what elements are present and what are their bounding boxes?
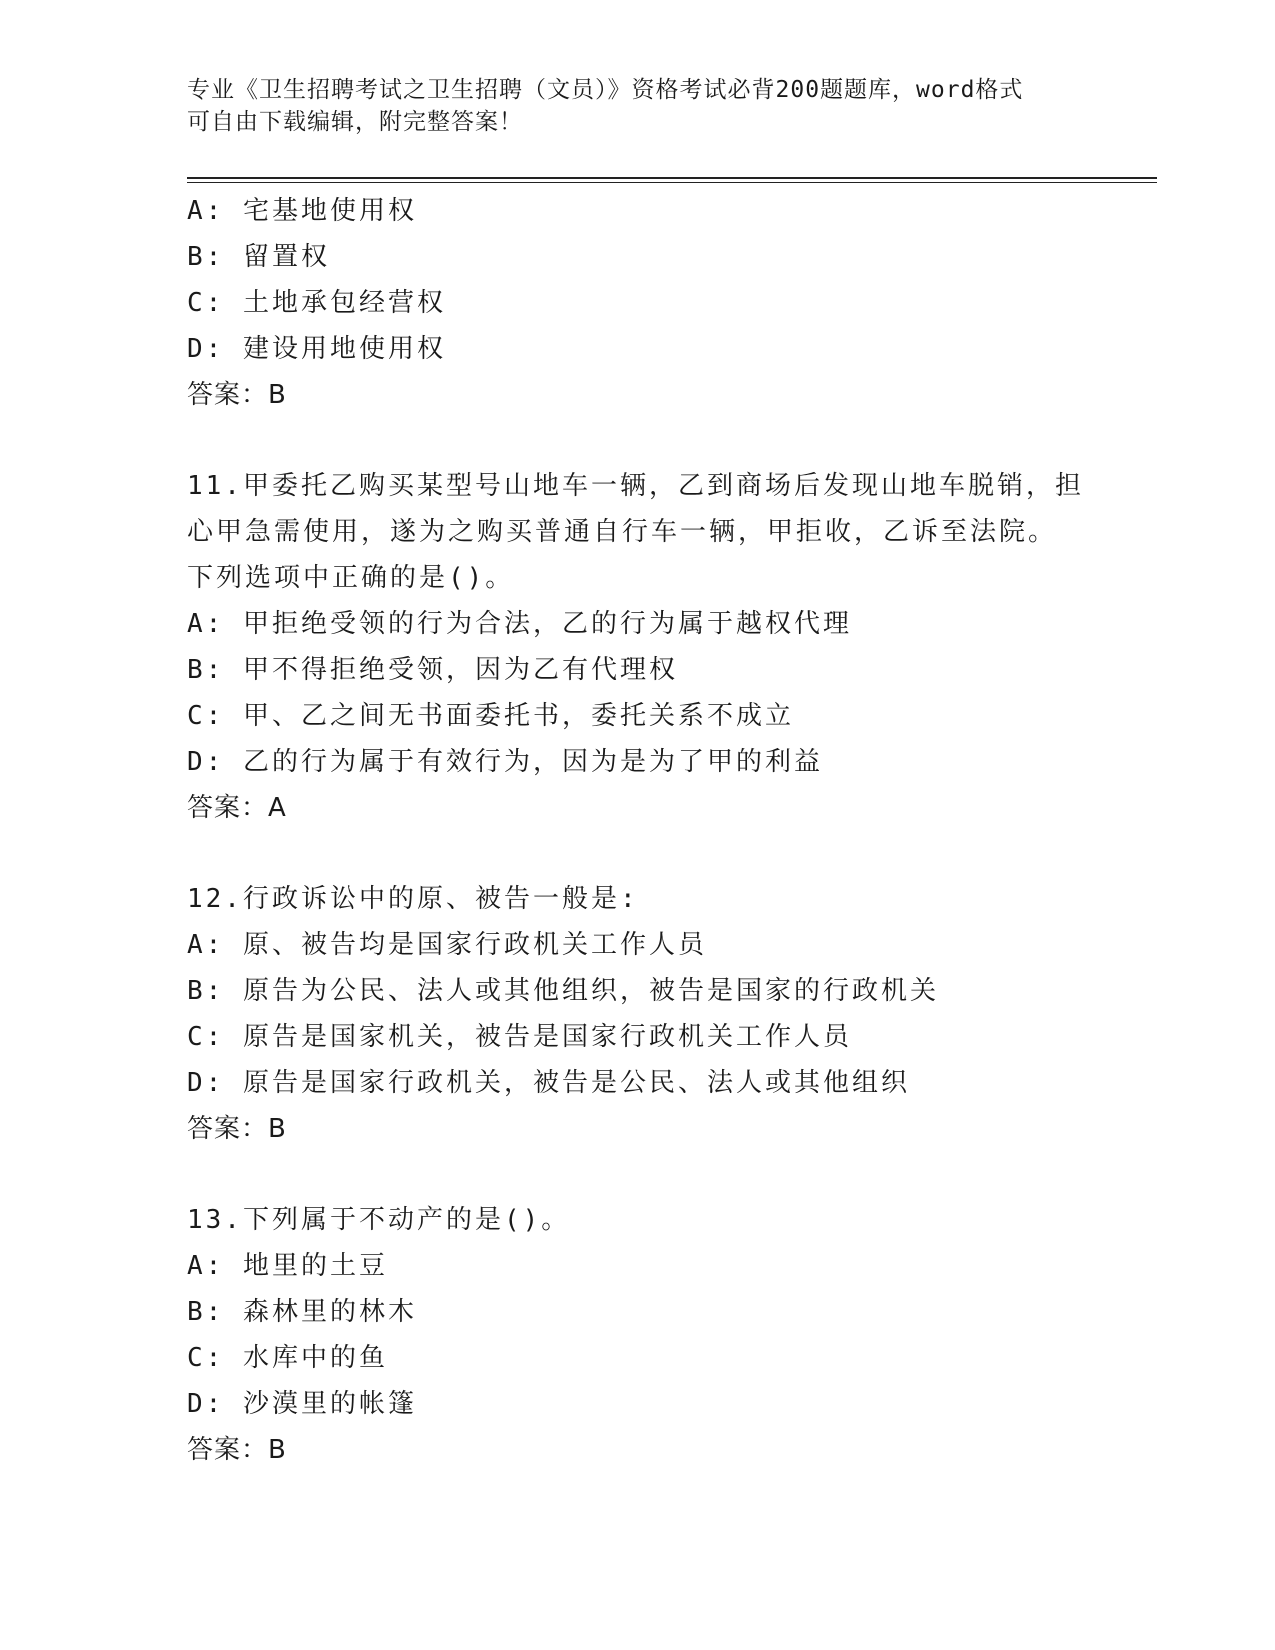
q12-answer: 答案：B [187, 1114, 287, 1144]
q12-option-c: C: 原告是国家机关，被告是国家行政机关工作人员 [187, 1022, 852, 1052]
q11-question-line-2: 心甲急需使用，遂为之购买普通自行车一辆，甲拒收，乙诉至法院。 [187, 517, 1058, 547]
q12-option-b: B: 原告为公民、法人或其他组织，被告是国家的行政机关 [187, 976, 939, 1006]
header-line-2: 可自由下载编辑，附完整答案！ [187, 109, 523, 135]
question-11-block [187, 463, 1147, 831]
q11-option-b: B: 甲不得拒绝受领，因为乙有代理权 [187, 655, 678, 685]
spacer [187, 831, 1147, 876]
q12-question-line-1: 12.行政诉讼中的原、被告一般是: [187, 884, 639, 914]
q13-option-c: C: 水库中的鱼 [187, 1343, 388, 1373]
question-12-block [187, 876, 1147, 1152]
q11-option-c: C: 甲、乙之间无书面委托书，委托关系不成立 [187, 701, 794, 731]
q13-answer: 答案：B [187, 1435, 287, 1465]
q10-option-a: A: 宅基地使用权 [187, 196, 417, 226]
q10-answer: 答案：B [187, 380, 287, 410]
header-divider-thick [187, 177, 1157, 179]
spacer [187, 1152, 1147, 1197]
header-divider-thin [187, 182, 1157, 183]
q11-question-line-1: 11.甲委托乙购买某型号山地车一辆，乙到商场后发现山地车脱销，担 [187, 471, 1084, 501]
q11-answer: 答案：A [187, 793, 287, 823]
document-header [187, 74, 1087, 138]
q13-option-d: D: 沙漠里的帐篷 [187, 1389, 417, 1419]
q11-option-a: A: 甲拒绝受领的行为合法，乙的行为属于越权代理 [187, 609, 852, 639]
q12-option-a: A: 原、被告均是国家行政机关工作人员 [187, 930, 707, 960]
question-10-block [187, 188, 1147, 418]
document-body [187, 188, 1147, 1473]
q11-question-line-3: 下列选项中正确的是()。 [187, 563, 515, 593]
q13-option-a: A: 地里的土豆 [187, 1251, 388, 1281]
question-13-block [187, 1197, 1147, 1473]
q13-option-b: B: 森林里的林木 [187, 1297, 417, 1327]
spacer [187, 418, 1147, 463]
q10-option-b: B: 留置权 [187, 242, 330, 272]
q11-option-d: D: 乙的行为属于有效行为，因为是为了甲的利益 [187, 747, 823, 777]
q10-option-d: D: 建设用地使用权 [187, 334, 446, 364]
q12-option-d: D: 原告是国家行政机关，被告是公民、法人或其他组织 [187, 1068, 910, 1098]
header-line-1: 专业《卫生招聘考试之卫生招聘（文员）》资格考试必背200题题库，word格式 [187, 77, 1024, 103]
q13-question-line-1: 13.下列属于不动产的是()。 [187, 1205, 571, 1235]
q10-option-c: C: 土地承包经营权 [187, 288, 446, 318]
